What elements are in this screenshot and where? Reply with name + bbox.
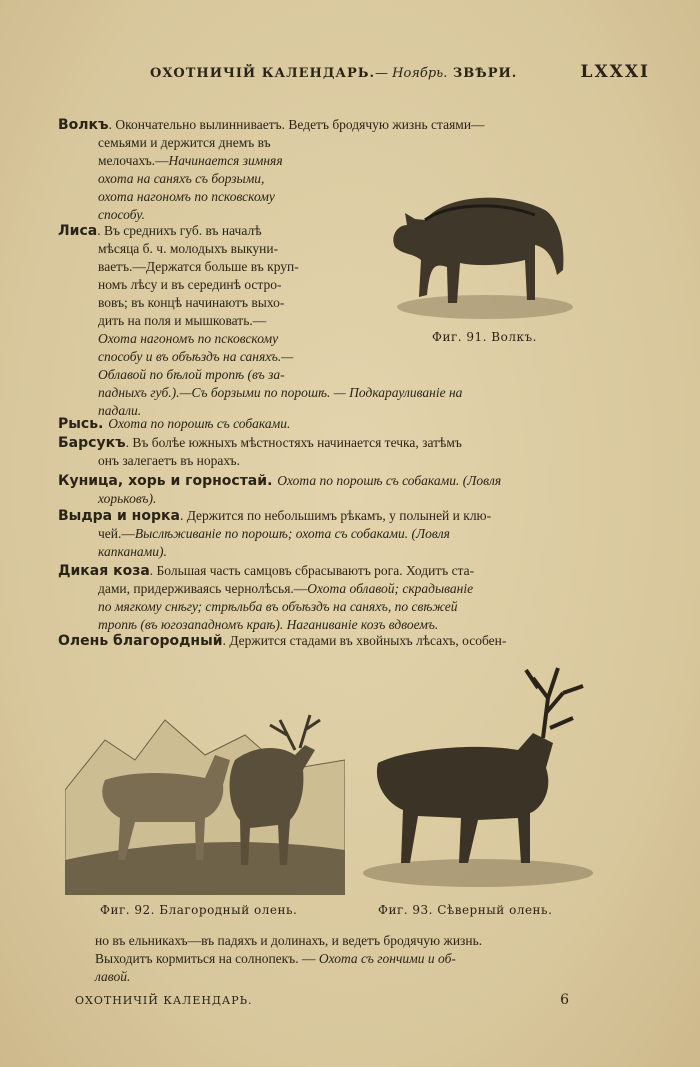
entry-title: Куница, хорь и горностай <box>58 473 268 489</box>
entry-text-italic: Начинается зимняя <box>168 153 283 168</box>
entry-text: семьями и держится днемъ въ <box>98 135 271 150</box>
entry-title: Выдра и норка <box>58 508 180 524</box>
entry-text-italic: способу. <box>98 207 145 222</box>
entry-red-deer-continued <box>95 932 605 986</box>
entry-text: чей.— <box>98 526 135 541</box>
footer-title: ОХОТНИЧІЙ КАЛЕНДАРЬ. <box>75 994 253 1007</box>
entry-text-italic: охота нагономъ по псковскому <box>98 189 275 204</box>
header-page-number: LXXXI <box>580 62 650 82</box>
running-header <box>150 62 650 82</box>
entry-title: Рысь <box>58 416 99 432</box>
entry-text-italic: капканами). <box>98 544 167 559</box>
entry-text-italic: Охота облавой; скрадываніе <box>307 581 474 596</box>
entry-marten: Куница, хорь и горностай. Охота по порошѣ съ собаками. (Ловля хорьковъ). <box>58 472 610 508</box>
entry-title: Лиса <box>58 223 98 239</box>
figure-caption-93: Фиг. 93. Сѣверный олень. <box>378 903 553 917</box>
entry-title: Барсукъ <box>58 435 126 451</box>
entry-red-deer <box>58 632 610 650</box>
header-title: ОХОТНИЧІЙ КАЛЕНДАРЬ. <box>150 66 376 81</box>
entry-text-italic: тропѣ (въ югозападномъ краѣ). Наганиваніе козъ вдвоемъ. <box>98 617 439 632</box>
entry-title: Волкъ <box>58 117 109 133</box>
entry-text: . Окончательно вылинниваетъ. Ведетъ бродячую жизнь стаями— <box>108 117 485 132</box>
red-deer-illustration <box>65 700 345 895</box>
entry-text-italic: Облавой по бѣлой тропѣ (въ за- <box>98 367 285 382</box>
entry-text: дами, придерживаясь чернолѣсья.— <box>98 581 308 596</box>
entry-text: мелочахъ.— <box>98 153 169 168</box>
reindeer-illustration <box>358 658 603 893</box>
entry-title: Дикая коза <box>58 563 150 579</box>
figure-caption-92: Фиг. 92. Благородный олень. <box>100 903 298 917</box>
entry-roe-deer <box>58 562 610 634</box>
entry-text: . Держится по небольшимъ рѣкамъ, у полыней и клю- <box>179 508 492 523</box>
entry-text: . Держится стадами въ хвойныхъ лѣсахъ, особен- <box>222 633 507 648</box>
entry-text-italic: Охота съ гончими и об- <box>318 951 456 966</box>
entry-text: . Въ среднихъ губ. въ началѣ <box>97 223 262 238</box>
entry-otter <box>58 507 610 561</box>
entry-text: но въ ельникахъ—въ падяхъ и долинахъ, и ведетъ бродячую жизнь. <box>95 933 483 948</box>
entry-text-italic: Выслѣживаніе по порошѣ; охота съ собаками. (Ловля <box>134 526 450 541</box>
entry-text-italic: лавой. <box>95 969 131 984</box>
wolf-illustration <box>385 175 575 325</box>
entry-text-italic: Охота по порошѣ съ собаками. <box>108 416 291 431</box>
entry-text-italic: — Подкарауливаніе на <box>330 385 463 400</box>
entry-text: дить на поля и мышковать.— <box>98 313 267 328</box>
entry-text: . Большая часть самцовъ сбрасываютъ рога. Ходитъ ста- <box>149 563 475 578</box>
entry-text-italic: способу и въ объѣздъ на саняхъ.— <box>98 349 294 364</box>
entry-text: номъ лѣсу и въ серединѣ остро- <box>98 277 282 292</box>
figure-caption-91: Фиг. 91. Волкъ. <box>432 330 537 344</box>
footer-page-number: 6 <box>560 992 570 1008</box>
entry-text-italic: падали. <box>98 403 142 418</box>
entry-lynx: Рысь. Охота по порошѣ съ собаками. <box>58 416 291 432</box>
entry-text: онъ залегаетъ въ норахъ. <box>98 453 240 468</box>
entry-text: вовъ; въ концѣ начинаютъ выхо- <box>98 295 285 310</box>
entry-text-italic: хорьковъ). <box>98 491 157 506</box>
entry-title: Олень благородный <box>58 633 223 649</box>
entry-text-italic: падныхъ губ.).—Съ борзыми по порошѣ. <box>98 385 331 400</box>
entry-text-italic: охота на саняхъ съ борзыми, <box>98 171 265 186</box>
header-section: ЗВѢРИ. <box>452 66 518 81</box>
entry-text-italic: Охота нагономъ по псковскому <box>98 331 279 346</box>
running-footer <box>75 994 570 1007</box>
entry-text: Выходитъ кормиться на солнопекъ. — <box>95 951 319 966</box>
entry-text: мѣсяца б. ч. молодыхъ выкуни- <box>98 241 279 256</box>
entry-text-italic: Охота по порошѣ съ собаками. (Ловля <box>277 473 502 488</box>
entry-text-italic: по мягкому снѣгу; стрѣльба въ объѣздъ на саняхъ, по свѣжей <box>98 599 458 614</box>
header-month: — Ноябрь. <box>375 66 448 81</box>
entry-text: . Въ болѣе южныхъ мѣстностяхъ начинается течка, затѣмъ <box>125 435 462 450</box>
entry-badger <box>58 434 610 470</box>
entry-text: ваетъ.—Держатся больше въ круп- <box>98 259 299 274</box>
